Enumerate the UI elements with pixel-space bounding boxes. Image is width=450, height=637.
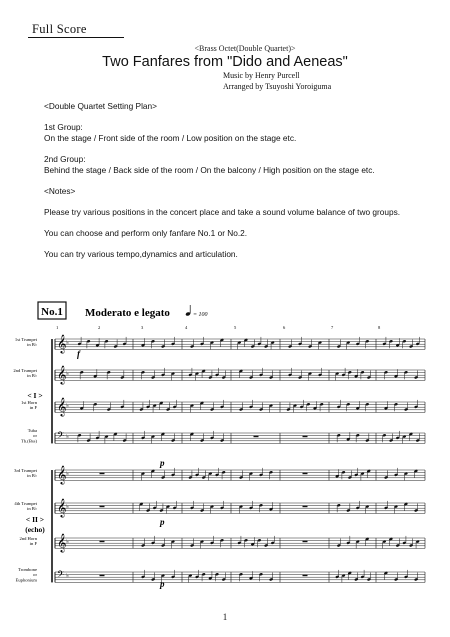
instrument-label: 3rd Trumpet: [14, 468, 37, 473]
setting-plan-heading: <Double Quartet Setting Plan>: [44, 101, 158, 111]
measure-number: 7: [331, 325, 334, 330]
instrument-label: Euphonium: [15, 577, 37, 583]
treble-clef-icon: 𝄞: [57, 334, 67, 353]
measure-number: 1: [56, 325, 59, 330]
notes-heading: <Notes>: [44, 185, 76, 196]
treble-clef-icon: 𝄞: [57, 465, 67, 484]
metronome-value: = 100: [193, 312, 208, 318]
staff-7: [55, 533, 425, 553]
full-score-label: Full Score: [32, 22, 87, 36]
instrument-label: in B♭: [27, 506, 37, 512]
note-choose: You can choose and perform only fanfare No.1 or No.2.: [44, 228, 248, 239]
rest-icon: [303, 436, 308, 438]
staff-8: [55, 569, 425, 583]
note-positions: Please try various positions in the concert place and take a sound volume balance of two groups.: [44, 206, 401, 217]
group1-label: 1st Group:: [44, 122, 83, 133]
flat-icon: ♭: [66, 572, 69, 580]
rest-icon: [100, 575, 105, 577]
instrument-label: in B♭: [27, 473, 37, 479]
treble-clef-icon: 𝄞: [57, 533, 67, 552]
flat-icon: ♭: [66, 370, 69, 378]
staff-1: [55, 334, 425, 354]
measure-number: 2: [98, 325, 101, 330]
instrument-label: 1st Trumpet: [14, 337, 37, 342]
treble-clef-icon: 𝄞: [57, 365, 67, 384]
flat-icon: ♭: [66, 503, 69, 511]
staff-4: [55, 430, 425, 444]
tempo-marking: Moderato e legato: [85, 307, 170, 319]
fanfare-number: No.1: [41, 306, 63, 318]
measure-number: 3: [141, 325, 144, 330]
flat-icon: ♭: [66, 470, 69, 478]
arranger-credit: Arranged by Tsuyoshi Yoroiguma: [223, 82, 332, 91]
rest-icon: [100, 506, 105, 508]
measure-number: 6: [283, 325, 286, 330]
instrument-label: in B♭: [27, 373, 37, 379]
instrument-label: Tb.(Bss): [21, 438, 37, 444]
rest-icon: [303, 575, 308, 577]
instrument-label: 1st Horn: [21, 400, 37, 405]
dynamic-piano-trombone: p: [160, 579, 165, 589]
group1-marker: < I >: [27, 391, 43, 400]
instrument-label: in F: [29, 405, 37, 411]
instrument-label: Tuba: [27, 428, 37, 433]
rest-icon: [254, 436, 259, 438]
bass-clef-icon: 𝄢: [57, 429, 65, 443]
flat-icon: ♭: [66, 339, 69, 347]
instrument-label: or: [33, 572, 37, 578]
staff-6: [55, 498, 425, 518]
rest-icon: [303, 506, 308, 508]
measure-number: 4: [185, 325, 188, 330]
instrument-label: 2nd Trumpet: [13, 368, 37, 373]
measure-number: 8: [378, 325, 381, 330]
ensemble-subtitle: <Brass Octet(Double Quartet)>: [194, 44, 296, 53]
instrument-label: in B♭: [27, 342, 37, 348]
dynamic-piano-3rd-trumpet: p: [160, 458, 165, 468]
treble-clef-icon: 𝄞: [57, 397, 67, 416]
group2-text: Behind the stage / Back side of the room / On the balcony / High position on the stage etc.: [44, 164, 375, 175]
dynamic-forte: f: [77, 349, 80, 359]
staff-5: [55, 465, 425, 485]
treble-clef-icon: 𝄞: [57, 498, 67, 517]
group1-text: On the stage / Front side of the room / Low position on the stage etc.: [44, 132, 297, 143]
group2-label: 2nd Group:: [44, 153, 86, 164]
piece-title: Two Fanfares from "Dido and Aeneas": [102, 54, 348, 70]
rest-icon: [100, 473, 105, 475]
rest-icon: [303, 473, 308, 475]
measure-number: 5: [234, 325, 237, 330]
flat-icon: ♭: [66, 433, 69, 441]
instrument-label: or: [33, 433, 37, 439]
instrument-label: in F: [29, 541, 37, 547]
composer-credit: Music by Henry Purcell: [223, 71, 300, 80]
group2-marker: < II >: [25, 515, 45, 524]
instrument-label: 2nd Horn: [19, 536, 37, 541]
bass-clef-icon: 𝄢: [57, 568, 65, 582]
group2-echo: (echo): [25, 525, 45, 534]
dynamic-piano-4th-trumpet: p: [160, 517, 165, 527]
flat-icon: ♭: [66, 402, 69, 410]
instrument-label: Trombone: [18, 567, 37, 572]
rest-icon: [303, 541, 308, 543]
staff-2: [55, 365, 425, 385]
rest-icon: [100, 541, 105, 543]
instrument-label: 4th Trumpet: [14, 501, 37, 506]
staff-3: [55, 397, 425, 417]
flat-icon: ♭: [66, 538, 69, 546]
note-tempo: You can try various tempo,dynamics and articulation.: [44, 249, 238, 260]
page-number: 1: [222, 612, 228, 622]
